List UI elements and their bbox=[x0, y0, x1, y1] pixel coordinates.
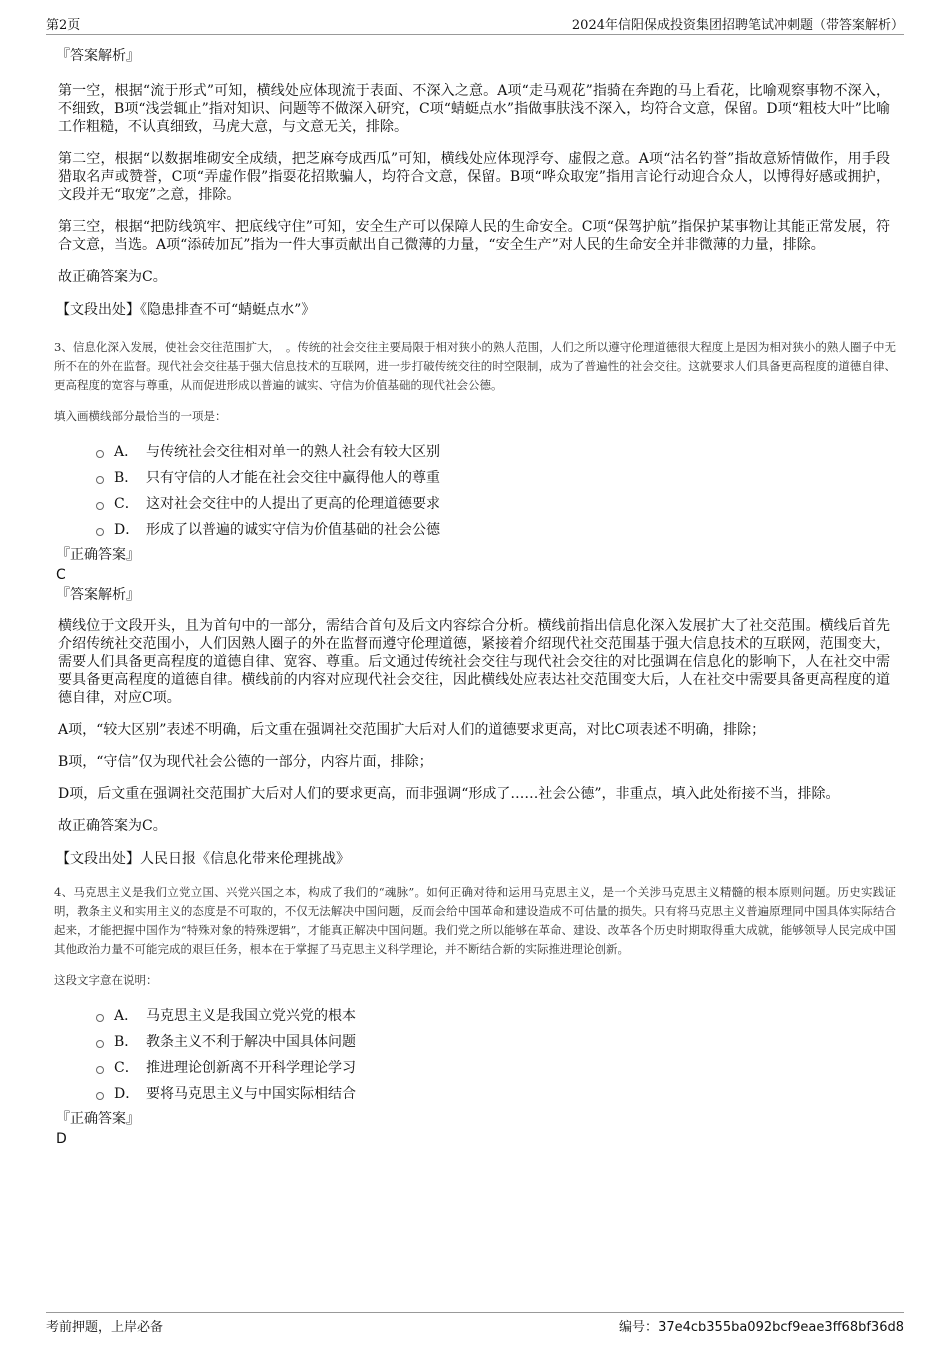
footer-slogan: 考前押题，上岸必备 bbox=[46, 1320, 164, 1335]
q3-conclusion: 故正确答案为C。 bbox=[58, 818, 167, 834]
radio-icon[interactable] bbox=[96, 450, 104, 458]
q4-answer-label: 『正确答案』 bbox=[56, 1111, 140, 1127]
q3-options bbox=[0, 439, 950, 543]
q4-option-b[interactable]: B． 教条主义不利于解决中国具体问题 bbox=[96, 1029, 950, 1055]
q4-option-a[interactable]: A． 马克思主义是我国立党兴党的根本 bbox=[96, 1003, 950, 1029]
q3-prompt: 填入画横线部分最恰当的一项是： bbox=[54, 409, 227, 423]
q3-answer-label: 『正确答案』 bbox=[56, 547, 140, 563]
q3-option-c[interactable]: C． 这对社会交往中的人提出了更高的伦理道德要求 bbox=[96, 491, 950, 517]
page-content bbox=[0, 42, 950, 1149]
q2-analysis-paragraph-2: 第二空，根据“以数据堆砌安全成绩，把芝麻夸成西瓜”可知，横线处应体现浮夸、虚假之意。A项“沽名钓誉”指故意矫情做作，用手段猎取名声或赞誉，C项“弄虚作假”指耍花招欺骗人，均符合文意，保留。B项“哗众取宠”指用言论行动迎合众人，以博得好感或拥护，文段并无“取宠”之意，排除。 bbox=[58, 151, 890, 203]
q3-analysis-label: 『答案解析』 bbox=[56, 587, 140, 603]
page-footer bbox=[46, 1312, 904, 1335]
radio-icon[interactable] bbox=[96, 476, 104, 484]
q2-analysis-paragraph-1: 第一空，根据“流于形式”可知，横线处应体现流于表面、不深入之意。A项“走马观花”指骑在奔跑的马上看花，比喻观察事物不深入，不细致，B项“浅尝辄止”指对知识、问题等不做深入研究，C项“蜻蜓点水”指做事肤浅不深入，均符合文意，保留。D项“粗枝大叶”比喻工作粗糙，不认真细致，马虎大意，与文意无关，排除。 bbox=[58, 83, 890, 135]
q2-source: 【文段出处】《隐患排查不可“蜻蜓点水”》 bbox=[56, 302, 316, 318]
q3-analysis-paragraph-1: 横线位于文段开头，且为首句中的一部分，需结合首句及后文内容综合分析。横线前指出信息化深入发展扩大了社交范围。横线后首先介绍传统社交范围小，人们因熟人圈子的外在监督而遵守伦理道德，紧接着介绍现代社交范围基于强大信息技术的互联网，范围变大，需要人们具备更高程度的道德自律、宽容、尊重。后文通过传统社会交往与现代社会交往的对比强调在信息化的影响下，人在社交中需要具备更高程度的道德自律。横线前的内容对应现代社会交往，因此横线处应表达社交范围变大后，人在社交中需要具备更高程度的道德自律，对应C项。 bbox=[58, 618, 890, 706]
page-number: 第2页 bbox=[46, 18, 81, 33]
footer-serial bbox=[619, 1316, 904, 1335]
serial-label: 编号： bbox=[619, 1320, 659, 1335]
radio-icon[interactable] bbox=[96, 1040, 104, 1048]
q3-answer: C bbox=[56, 567, 66, 583]
q3-option-d[interactable]: D． 形成了以普遍的诚实守信为价值基础的社会公德 bbox=[96, 517, 950, 543]
q3-option-a[interactable]: A． 与传统社会交往相对单一的熟人社会有较大区别 bbox=[96, 439, 950, 465]
q2-analysis-paragraph-3: 第三空，根据“把防线筑牢、把底线守住”可知，安全生产可以保障人民的生命安全。C项“保驾护航”指保护某事物让其能正常发展，符合文意，当选。A项“添砖加瓦”指为一件大事贡献出自己微薄的力量，“安全生产”对人民的生命安全并非微薄的力量，排除。 bbox=[58, 219, 890, 253]
q3-question-text: 3、信息化深入发展，使社会交往范围扩大， 。传统的社会交往主要局限于相对狭小的熟人范围，人们之所以遵守伦理道德很大程度上是因为相对狭小的熟人圈子中无所不在的外在监督。现代社会交往基于强大信息技术的互联网，进一步打破传统交往的时空限制，成为了普遍性的社会交往。这就要求人们具备更高程度的道德自律、更高程度的宽容与尊重，从而促进形成以普遍的诚实、守信为价值基础的现代社会公德。 bbox=[54, 340, 896, 392]
q4-option-c[interactable]: C． 推进理论创新离不开科学理论学习 bbox=[96, 1055, 950, 1081]
radio-icon[interactable] bbox=[96, 502, 104, 510]
page-header bbox=[46, 12, 904, 35]
q2-analysis-label: 『答案解析』 bbox=[56, 48, 140, 64]
q4-answer: D bbox=[56, 1131, 67, 1147]
q3-analysis-paragraph-2: A项，“较大区别”表述不明确，后文重在强调社交范围扩大后对人们的道德要求更高，对比C项表述不明确，排除； bbox=[58, 722, 766, 738]
q4-options bbox=[0, 1003, 950, 1107]
q4-prompt: 这段文字意在说明： bbox=[54, 973, 158, 987]
q4-question-text: 4、马克思主义是我们立党立国、兴党兴国之本，构成了我们的“魂脉”。如何正确对待和运用马克思主义，是一个关涉马克思主义精髓的根本原则问题。历史实践证明，教条主义和实用主义的态度是不可取的，不仅无法解决中国问题，反而会给中国革命和建设造成不可估量的损失。只有将马克思主义普遍原理同中国具体实际结合起来，才能把握中国作为“特殊对象的特殊逻辑”，才能真正解决中国问题。我们党之所以能够在革命、建设、改革各个历史时期取得重大成就，能够领导人民完成中国其他政治力量不可能完成的艰巨任务，根本在于掌握了马克思主义科学理论，并不断结合新的实际推进理论创新。 bbox=[54, 885, 896, 956]
serial-number: 37e4cb355ba092bcf9eae3ff68bf36d8 bbox=[658, 1320, 904, 1335]
q3-option-b[interactable]: B． 只有守信的人才能在社会交往中赢得他人的尊重 bbox=[96, 465, 950, 491]
q3-analysis-paragraph-4: D项，后文重在强调社交范围扩大后对人们的要求更高，而非强调“形成了……社会公德”，非重点，填入此处衔接不当，排除。 bbox=[58, 786, 840, 802]
q3-source: 【文段出处】人民日报《信息化带来伦理挑战》 bbox=[56, 851, 350, 867]
q4-option-d[interactable]: D． 要将马克思主义与中国实际相结合 bbox=[96, 1081, 950, 1107]
radio-icon[interactable] bbox=[96, 1092, 104, 1100]
radio-icon[interactable] bbox=[96, 1014, 104, 1022]
radio-icon[interactable] bbox=[96, 528, 104, 536]
q3-analysis-paragraph-3: B项，“守信”仅为现代社会公德的一部分，内容片面，排除； bbox=[58, 754, 433, 770]
document-title: 2024年信阳保成投资集团招聘笔试冲刺题（带答案解析） bbox=[571, 18, 904, 33]
q2-conclusion: 故正确答案为C。 bbox=[58, 269, 167, 285]
radio-icon[interactable] bbox=[96, 1066, 104, 1074]
